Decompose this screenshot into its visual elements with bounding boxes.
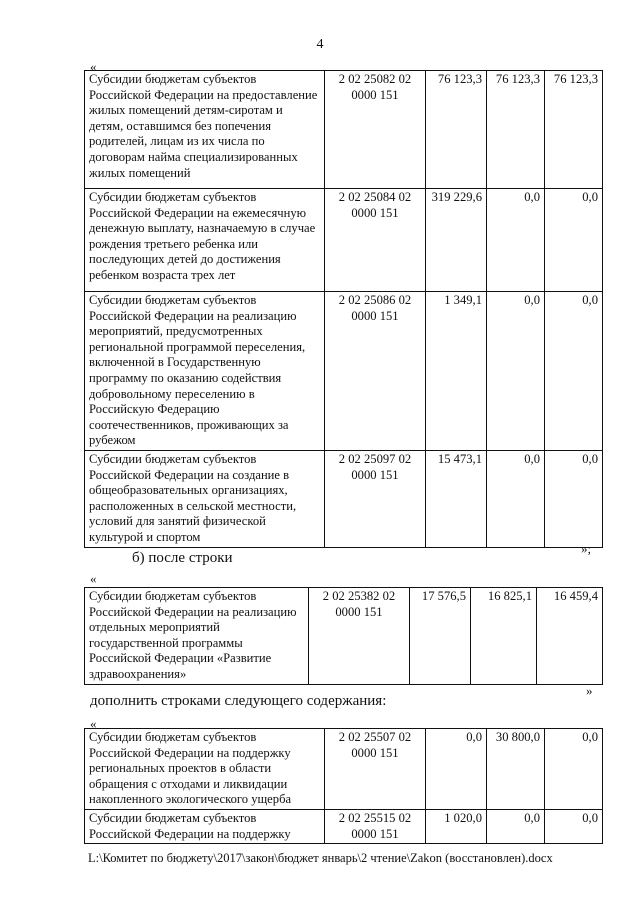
row-value-3: 0,0 [545, 292, 603, 451]
table-row [85, 292, 603, 451]
supplement-text: дополнить строками следующего содержания: [90, 693, 387, 709]
row-code: 2 02 25382 02 0000 151 [309, 588, 410, 685]
row-name: Субсидии бюджетам субъектов Российской Федерации на создание в общеобразовательных организациях, расположенных в сельской местности, условий для занятий физической культурой и спортом [85, 450, 325, 547]
close-quote-1: »; [581, 541, 592, 556]
row-code: 2 02 25507 02 0000 151 [325, 729, 426, 810]
row-value-3: 0,0 [545, 809, 603, 843]
section-b-heading: б) после строки [132, 550, 233, 566]
row-value-3: 0,0 [545, 729, 603, 810]
row-value-2: 16 825,1 [471, 588, 537, 685]
row-value-1: 319 229,6 [426, 189, 487, 292]
row-name: Субсидии бюджетам субъектов Российской Федерации на ежемесячную денежную выплату, назначаемую в случае рождения третьего ребенка или последующих детей до достижения ребенком возраста трех лет [85, 189, 325, 292]
row-name: Субсидии бюджетам субъектов Российской Федерации на поддержку региональных проектов в области обращения с отходами и ликвидации накопленного экологического ущерба [85, 729, 325, 810]
row-name: Субсидии бюджетам субъектов Российской Федерации на предоставление жилых помещений детям-сиротам и детям, оставшимся без попечения родителей, лицам из их числа по договорам найма специализированных жилых помещений [85, 71, 325, 189]
row-name: Субсидии бюджетам субъектов Российской Федерации на реализацию отдельных мероприятий государственной программы Российской Федерации «Развитие здравоохранения» [85, 588, 309, 685]
row-value-2: 0,0 [487, 809, 545, 843]
row-value-1: 1 020,0 [426, 809, 487, 843]
open-quote-1: « [90, 59, 97, 74]
table-row [85, 809, 603, 843]
close-quote-2: » [586, 683, 593, 698]
row-value-1: 17 576,5 [410, 588, 471, 685]
table-row [85, 71, 603, 189]
page-number: 4 [316, 37, 324, 52]
row-code: 2 02 25515 02 0000 151 [325, 809, 426, 843]
row-value-3: 0,0 [545, 189, 603, 292]
row-code: 2 02 25084 02 0000 151 [325, 189, 426, 292]
table-row [85, 729, 603, 810]
row-code: 2 02 25097 02 0000 151 [325, 450, 426, 547]
row-name: Субсидии бюджетам субъектов Российской Федерации на реализацию мероприятий, предусмотренных региональной программой переселения, включенной в Государственную программу по оказанию содействия добровольному переселению в Российскую Федерацию соотечественников, проживающих за рубежом [85, 292, 325, 451]
table-row [85, 450, 603, 547]
row-value-2: 30 800,0 [487, 729, 545, 810]
subsidies-table-3 [84, 728, 603, 844]
row-value-3: 76 123,3 [545, 71, 603, 189]
row-value-2: 0,0 [487, 450, 545, 547]
subsidies-table-2 [84, 587, 603, 685]
row-value-1: 15 473,1 [426, 450, 487, 547]
row-name: Субсидии бюджетам субъектов Российской Федерации на поддержку [85, 809, 325, 843]
row-value-2: 0,0 [487, 292, 545, 451]
row-value-2: 0,0 [487, 189, 545, 292]
row-value-1: 76 123,3 [426, 71, 487, 189]
subsidies-table-1 [84, 70, 603, 548]
table-row [85, 588, 603, 685]
row-value-2: 76 123,3 [487, 71, 545, 189]
open-quote-2: « [90, 571, 97, 586]
footer-file-path: L:\Комитет по бюджету\2017\закон\бюджет январь\2 чтение\Zakon (восстановлен).docx [88, 851, 553, 865]
row-code: 2 02 25082 02 0000 151 [325, 71, 426, 189]
row-value-3: 0,0 [545, 450, 603, 547]
open-quote-3: « [90, 716, 97, 731]
row-value-1: 0,0 [426, 729, 487, 810]
table-row [85, 189, 603, 292]
row-value-1: 1 349,1 [426, 292, 487, 451]
row-code: 2 02 25086 02 0000 151 [325, 292, 426, 451]
row-value-3: 16 459,4 [537, 588, 603, 685]
